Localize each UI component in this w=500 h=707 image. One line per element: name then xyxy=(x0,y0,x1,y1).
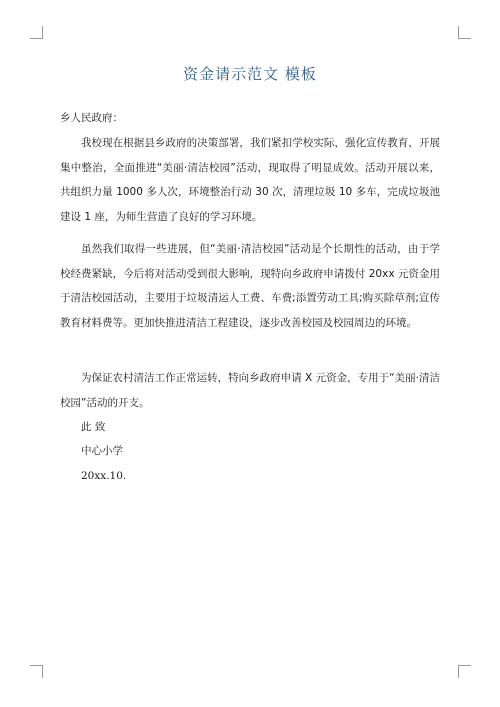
paragraph-3-text: 为保证农村清洁工作正常运转，特向乡政府申请 X 元资金，专用于“美丽·清洁校园”活动的开支。 xyxy=(60,372,440,409)
paragraph-2-text: 虽然我们取得一些进展，但“美丽·清洁校园”活动是个长期性的活动，由于学校经费紧缺，今后将对活动受到很大影响，现特向乡政府申请拨付 20xx 元资金用于清洁校园活动，主要用于垃圾清运人工费、车费;添置劳动工具;购买除草剂;宣传教育材料费等。更加快推进清洁工程建设，逐步改善校园及校园周边的环境。 xyxy=(60,243,440,329)
document-title: 资金请示范文 模板 xyxy=(183,65,317,83)
paragraph-2 xyxy=(60,237,440,335)
crop-mark-bottom-right xyxy=(458,665,471,678)
sender-name: 中心小学 xyxy=(81,445,123,457)
document-date: 20xx.10. xyxy=(81,470,127,482)
paragraph-1-text: 我校现在根据县乡政府的决策部署，我们紧扣学校实际，强化宣传教育，开展集中整治，全面推进“美丽·清洁校园”活动，现取得了明显成效。活动开展以来，共组织力量 1000 多人次，环境整治行动 30 次，清理垃圾 10 多车，完成垃圾池建设 1 座，为师生营造了良好的学习环境。 xyxy=(60,137,440,223)
salutation: 乡人民政府： xyxy=(60,112,123,124)
closing: 此 致 xyxy=(81,421,106,433)
paragraph-1 xyxy=(60,131,440,229)
crop-mark-bottom-left xyxy=(30,665,43,678)
crop-mark-top-left xyxy=(30,26,43,39)
crop-mark-top-right xyxy=(458,26,471,39)
paragraph-3 xyxy=(60,366,440,415)
